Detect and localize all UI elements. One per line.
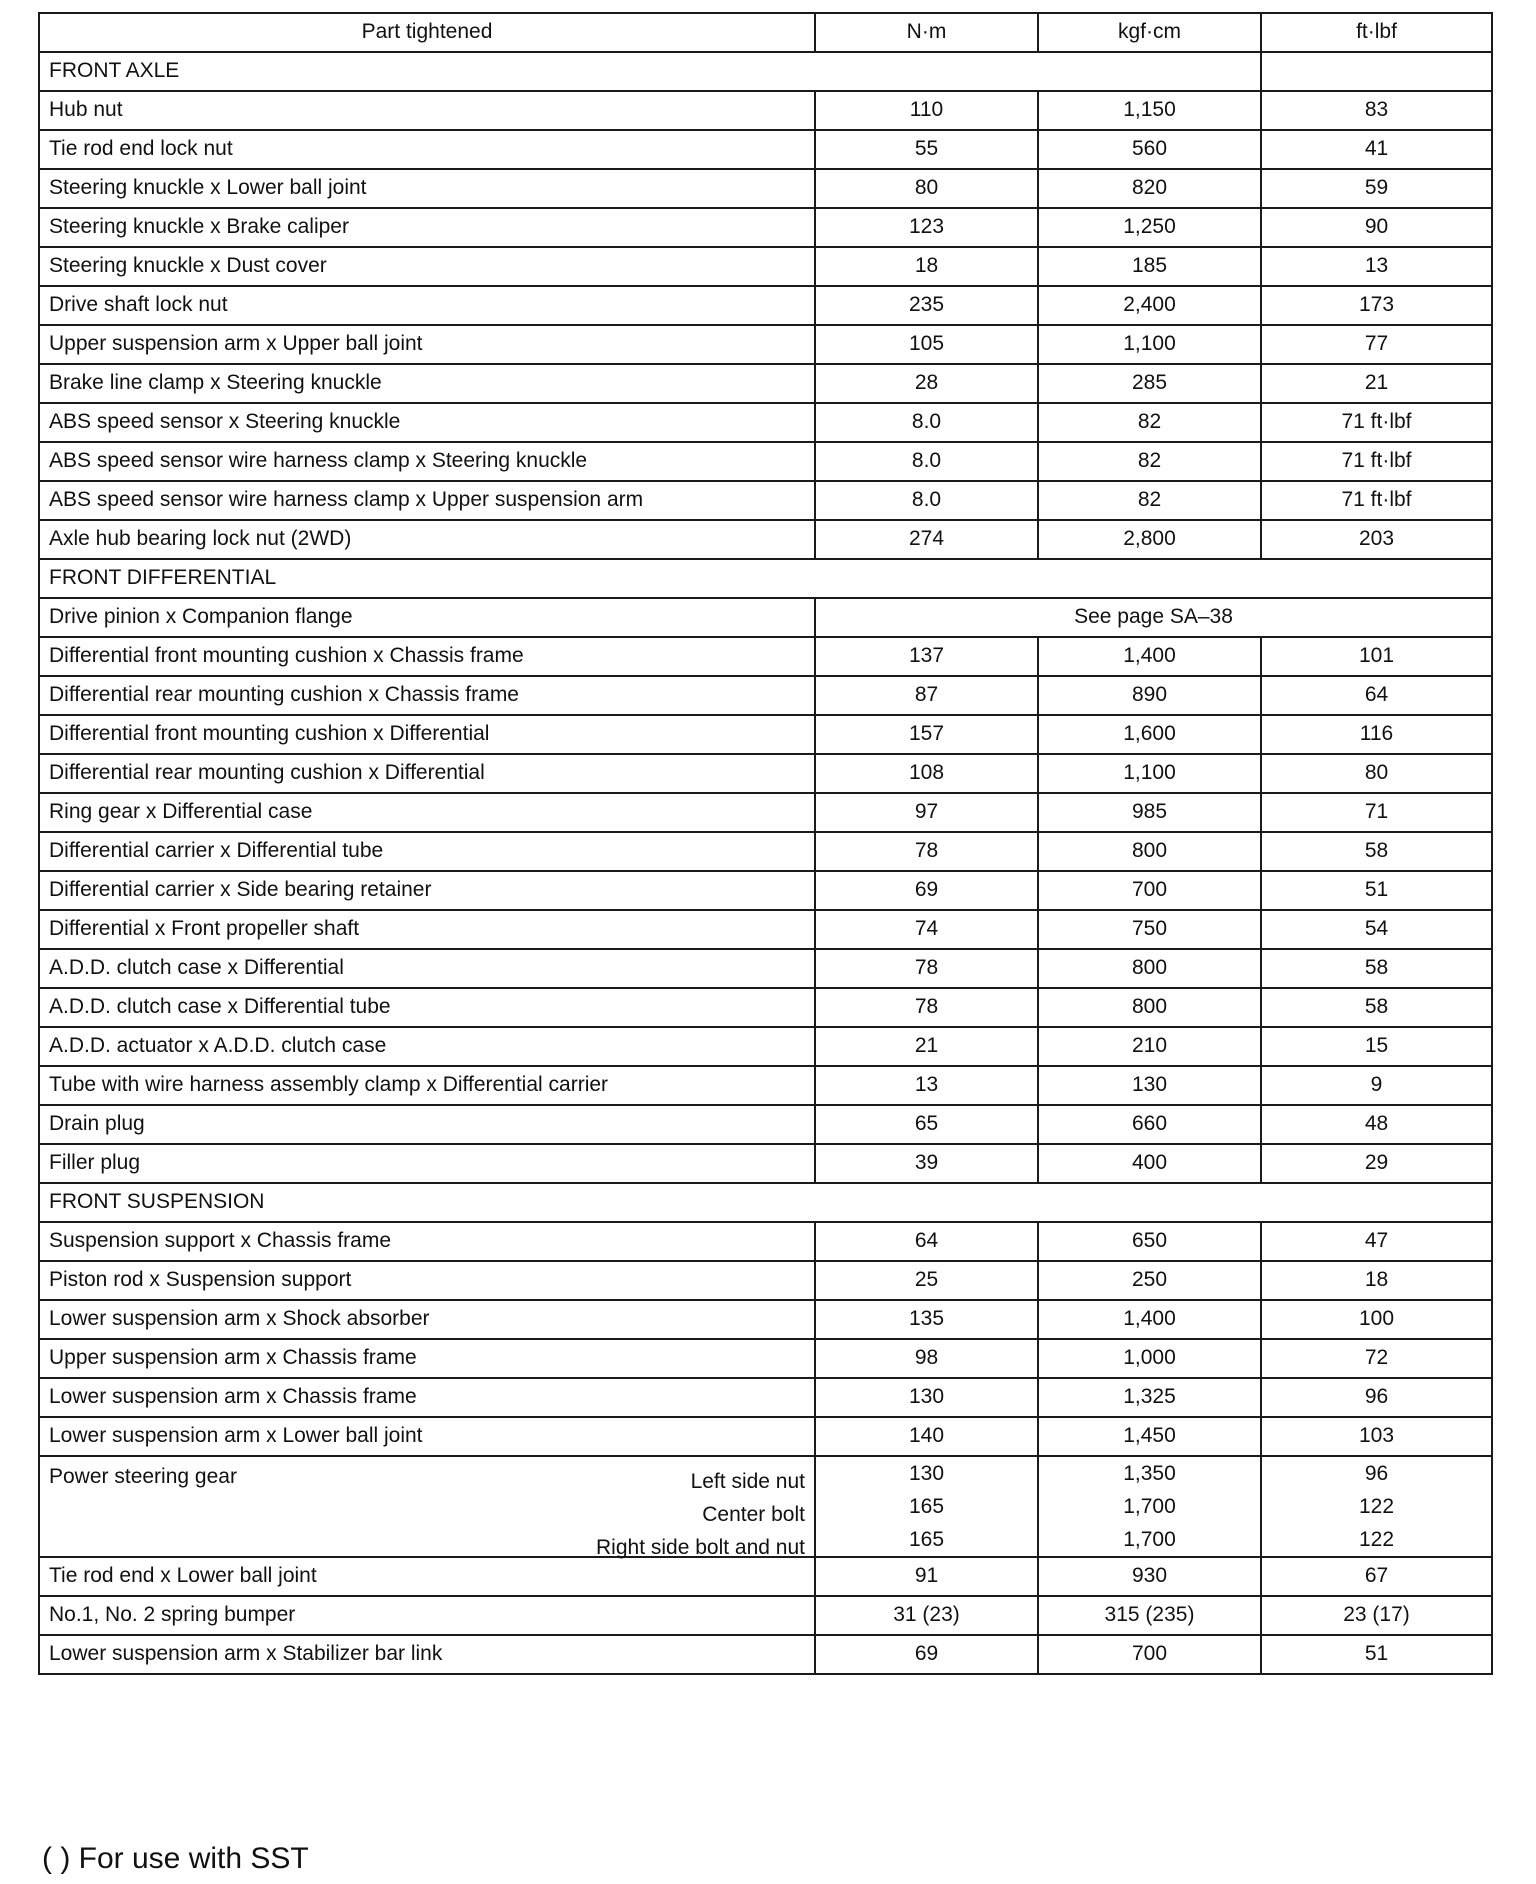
ftlbf-cell: 116 bbox=[1261, 715, 1492, 754]
ftlbf-cell: 83 bbox=[1261, 91, 1492, 130]
kgfcm-value: 1,700 bbox=[1123, 1495, 1176, 1518]
header-row bbox=[39, 13, 1492, 52]
kgfcm-cell: 82 bbox=[1038, 442, 1261, 481]
kgfcm-cell: 800 bbox=[1038, 988, 1261, 1027]
table-row bbox=[39, 208, 1492, 247]
nm-cell: 8.0 bbox=[815, 481, 1038, 520]
nm-cell: 274 bbox=[815, 520, 1038, 559]
nm-value: 165 bbox=[908, 1495, 945, 1518]
table-row bbox=[39, 1300, 1492, 1339]
kgfcm-cell: 1,600 bbox=[1038, 715, 1261, 754]
kgfcm-cell: 890 bbox=[1038, 676, 1261, 715]
part-cell: A.D.D. clutch case x Differential tube bbox=[39, 988, 815, 1027]
nm-cell bbox=[815, 1456, 1038, 1557]
section-row bbox=[39, 559, 1492, 598]
kgfcm-cell: 210 bbox=[1038, 1027, 1261, 1066]
kgfcm-cell: 1,100 bbox=[1038, 754, 1261, 793]
part-cell: Differential rear mounting cushion x Chassis frame bbox=[39, 676, 815, 715]
part-cell: Drive shaft lock nut bbox=[39, 286, 815, 325]
nm-cell: 69 bbox=[815, 871, 1038, 910]
nm-cell: 130 bbox=[815, 1378, 1038, 1417]
nm-value: 130 bbox=[908, 1462, 945, 1485]
part-cell: Differential x Front propeller shaft bbox=[39, 910, 815, 949]
table-row bbox=[39, 364, 1492, 403]
ftlbf-cell: 72 bbox=[1261, 1339, 1492, 1378]
part-cell: Tube with wire harness assembly clamp x Differential carrier bbox=[39, 1066, 815, 1105]
part-cell: Drain plug bbox=[39, 1105, 815, 1144]
part-cell: Brake line clamp x Steering knuckle bbox=[39, 364, 815, 403]
nm-cell: 55 bbox=[815, 130, 1038, 169]
nm-cell: 25 bbox=[815, 1261, 1038, 1300]
kgfcm-cell: 2,400 bbox=[1038, 286, 1261, 325]
table-row bbox=[39, 1222, 1492, 1261]
power-steering-part-cell bbox=[39, 1456, 815, 1557]
section-blank-cell bbox=[1261, 52, 1492, 91]
ftlbf-cell: 47 bbox=[1261, 1222, 1492, 1261]
part-cell: ABS speed sensor wire harness clamp x Upper suspension arm bbox=[39, 481, 815, 520]
header-nm: N·m bbox=[815, 13, 1038, 52]
kgfcm-cell: 185 bbox=[1038, 247, 1261, 286]
kgfcm-cell: 930 bbox=[1038, 1557, 1261, 1596]
ftlbf-cell: 48 bbox=[1261, 1105, 1492, 1144]
kgfcm-cell: 800 bbox=[1038, 832, 1261, 871]
kgfcm-cell: 1,250 bbox=[1038, 208, 1261, 247]
nm-cell: 13 bbox=[815, 1066, 1038, 1105]
table-row bbox=[39, 91, 1492, 130]
ftlbf-cell: 23 (17) bbox=[1261, 1596, 1492, 1635]
sub-label: Center bolt bbox=[702, 1503, 805, 1526]
kgfcm-cell: 1,100 bbox=[1038, 325, 1261, 364]
nm-cell: 39 bbox=[815, 1144, 1038, 1183]
nm-cell: 97 bbox=[815, 793, 1038, 832]
kgfcm-cell: 400 bbox=[1038, 1144, 1261, 1183]
ftlbf-cell: 64 bbox=[1261, 676, 1492, 715]
part-cell: ABS speed sensor wire harness clamp x Steering knuckle bbox=[39, 442, 815, 481]
table-row bbox=[39, 442, 1492, 481]
ftlbf-cell: 80 bbox=[1261, 754, 1492, 793]
ftlbf-cell: 51 bbox=[1261, 871, 1492, 910]
table-row bbox=[39, 1378, 1492, 1417]
kgfcm-cell: 650 bbox=[1038, 1222, 1261, 1261]
table-row bbox=[39, 286, 1492, 325]
ftlbf-cell: 58 bbox=[1261, 988, 1492, 1027]
table-row bbox=[39, 1417, 1492, 1456]
part-cell: Axle hub bearing lock nut (2WD) bbox=[39, 520, 815, 559]
ftlbf-cell: 100 bbox=[1261, 1300, 1492, 1339]
torque-spec-table bbox=[38, 12, 1493, 1675]
nm-cell: 18 bbox=[815, 247, 1038, 286]
power-steering-sub-labels bbox=[596, 1465, 805, 1564]
section-title: FRONT AXLE bbox=[39, 52, 1261, 91]
nm-cell: 91 bbox=[815, 1557, 1038, 1596]
kgfcm-cell: 82 bbox=[1038, 481, 1261, 520]
kgfcm-value: 1,700 bbox=[1123, 1528, 1176, 1551]
ftlbf-cell: 54 bbox=[1261, 910, 1492, 949]
power-steering-name: Power steering gear bbox=[49, 1465, 237, 1488]
ftlbf-cell: 71 bbox=[1261, 793, 1492, 832]
kgfcm-cell: 1,400 bbox=[1038, 637, 1261, 676]
nm-cell: 28 bbox=[815, 364, 1038, 403]
table-row bbox=[39, 988, 1492, 1027]
ftlbf-cell: 71 ft·lbf bbox=[1261, 442, 1492, 481]
kgfcm-cell: 1,450 bbox=[1038, 1417, 1261, 1456]
part-cell: Upper suspension arm x Chassis frame bbox=[39, 1339, 815, 1378]
ftlbf-cell: 58 bbox=[1261, 949, 1492, 988]
nm-cell: 78 bbox=[815, 832, 1038, 871]
table-row bbox=[39, 715, 1492, 754]
table-row bbox=[39, 910, 1492, 949]
part-cell: Drive pinion x Companion flange bbox=[39, 598, 815, 637]
ftlbf-value: 122 bbox=[1358, 1528, 1395, 1551]
table-row bbox=[39, 1261, 1492, 1300]
part-cell: Differential front mounting cushion x Differential bbox=[39, 715, 815, 754]
part-cell: ABS speed sensor x Steering knuckle bbox=[39, 403, 815, 442]
table-row bbox=[39, 481, 1492, 520]
kgfcm-cell: 250 bbox=[1038, 1261, 1261, 1300]
nm-cell: 8.0 bbox=[815, 442, 1038, 481]
nm-cell: 135 bbox=[815, 1300, 1038, 1339]
table-row bbox=[39, 1027, 1492, 1066]
table-row bbox=[39, 754, 1492, 793]
ftlbf-cell: 71 ft·lbf bbox=[1261, 403, 1492, 442]
power-steering-row bbox=[39, 1456, 1492, 1557]
part-cell: Suspension support x Chassis frame bbox=[39, 1222, 815, 1261]
kgfcm-cell: 1,400 bbox=[1038, 1300, 1261, 1339]
kgfcm-cell: 315 (235) bbox=[1038, 1596, 1261, 1635]
table-row bbox=[39, 598, 1492, 637]
see-page-note: See page SA–38 bbox=[815, 598, 1492, 637]
kgfcm-cell: 2,800 bbox=[1038, 520, 1261, 559]
ftlbf-cell: 18 bbox=[1261, 1261, 1492, 1300]
ftlbf-value: 122 bbox=[1358, 1495, 1395, 1518]
nm-cell: 140 bbox=[815, 1417, 1038, 1456]
ftlbf-cell: 51 bbox=[1261, 1635, 1492, 1674]
nm-cell: 98 bbox=[815, 1339, 1038, 1378]
kgfcm-cell: 800 bbox=[1038, 949, 1261, 988]
ftlbf-cell: 203 bbox=[1261, 520, 1492, 559]
part-cell: Steering knuckle x Brake caliper bbox=[39, 208, 815, 247]
kgfcm-cell: 560 bbox=[1038, 130, 1261, 169]
part-cell: Lower suspension arm x Shock absorber bbox=[39, 1300, 815, 1339]
nm-cell: 235 bbox=[815, 286, 1038, 325]
kgfcm-cell bbox=[1038, 1456, 1261, 1557]
ftlbf-value: 96 bbox=[1364, 1462, 1389, 1485]
footnote: ( ) For use with SST bbox=[42, 1842, 309, 1875]
nm-value: 165 bbox=[908, 1528, 945, 1551]
ftlbf-cell: 101 bbox=[1261, 637, 1492, 676]
nm-cell: 74 bbox=[815, 910, 1038, 949]
nm-cell: 108 bbox=[815, 754, 1038, 793]
ftlbf-cell: 173 bbox=[1261, 286, 1492, 325]
header-part: Part tightened bbox=[39, 13, 815, 52]
table-row bbox=[39, 520, 1492, 559]
part-cell: Steering knuckle x Dust cover bbox=[39, 247, 815, 286]
nm-cell: 80 bbox=[815, 169, 1038, 208]
kgfcm-cell: 985 bbox=[1038, 793, 1261, 832]
ftlbf-cell: 71 ft·lbf bbox=[1261, 481, 1492, 520]
section-row bbox=[39, 52, 1492, 91]
ftlbf-cell: 13 bbox=[1261, 247, 1492, 286]
kgfcm-cell: 130 bbox=[1038, 1066, 1261, 1105]
kgfcm-cell: 700 bbox=[1038, 871, 1261, 910]
ftlbf-cell: 96 bbox=[1261, 1378, 1492, 1417]
part-cell: Lower suspension arm x Lower ball joint bbox=[39, 1417, 815, 1456]
part-cell: A.D.D. actuator x A.D.D. clutch case bbox=[39, 1027, 815, 1066]
nm-cell: 78 bbox=[815, 988, 1038, 1027]
ftlbf-cell: 58 bbox=[1261, 832, 1492, 871]
nm-cell: 105 bbox=[815, 325, 1038, 364]
nm-cell: 21 bbox=[815, 1027, 1038, 1066]
table-row bbox=[39, 793, 1492, 832]
part-cell: A.D.D. clutch case x Differential bbox=[39, 949, 815, 988]
table-row bbox=[39, 247, 1492, 286]
ftlbf-cell: 41 bbox=[1261, 130, 1492, 169]
ftlbf-cell: 103 bbox=[1261, 1417, 1492, 1456]
table-row bbox=[39, 676, 1492, 715]
ftlbf-cell: 90 bbox=[1261, 208, 1492, 247]
ftlbf-cell bbox=[1261, 1456, 1492, 1557]
table-row bbox=[39, 1596, 1492, 1635]
ftlbf-cell: 21 bbox=[1261, 364, 1492, 403]
table-row bbox=[39, 949, 1492, 988]
part-cell: Differential rear mounting cushion x Differential bbox=[39, 754, 815, 793]
kgfcm-cell: 660 bbox=[1038, 1105, 1261, 1144]
nm-cell: 64 bbox=[815, 1222, 1038, 1261]
part-cell: Hub nut bbox=[39, 91, 815, 130]
part-cell: Ring gear x Differential case bbox=[39, 793, 815, 832]
header-ftlbf: ft·lbf bbox=[1261, 13, 1492, 52]
table-row bbox=[39, 1105, 1492, 1144]
table-row bbox=[39, 871, 1492, 910]
ftlbf-cell: 15 bbox=[1261, 1027, 1492, 1066]
part-cell: Differential carrier x Side bearing retainer bbox=[39, 871, 815, 910]
part-cell: Tie rod end lock nut bbox=[39, 130, 815, 169]
nm-cell: 78 bbox=[815, 949, 1038, 988]
table-row bbox=[39, 169, 1492, 208]
kgfcm-cell: 820 bbox=[1038, 169, 1261, 208]
table-row bbox=[39, 1066, 1492, 1105]
kgfcm-cell: 1,000 bbox=[1038, 1339, 1261, 1378]
ftlbf-cell: 9 bbox=[1261, 1066, 1492, 1105]
table-row bbox=[39, 832, 1492, 871]
table-row bbox=[39, 1635, 1492, 1674]
kgfcm-cell: 1,150 bbox=[1038, 91, 1261, 130]
nm-cell: 69 bbox=[815, 1635, 1038, 1674]
part-cell: Filler plug bbox=[39, 1144, 815, 1183]
nm-cell: 157 bbox=[815, 715, 1038, 754]
part-cell: Lower suspension arm x Stabilizer bar link bbox=[39, 1635, 815, 1674]
part-cell: Piston rod x Suspension support bbox=[39, 1261, 815, 1300]
kgfcm-cell: 1,325 bbox=[1038, 1378, 1261, 1417]
part-cell: Tie rod end x Lower ball joint bbox=[39, 1557, 815, 1596]
ftlbf-cell: 77 bbox=[1261, 325, 1492, 364]
part-cell: Lower suspension arm x Chassis frame bbox=[39, 1378, 815, 1417]
kgfcm-cell: 750 bbox=[1038, 910, 1261, 949]
table-row bbox=[39, 130, 1492, 169]
kgfcm-value: 1,350 bbox=[1123, 1462, 1176, 1485]
table-row bbox=[39, 1339, 1492, 1378]
table-row bbox=[39, 325, 1492, 364]
ftlbf-cell: 29 bbox=[1261, 1144, 1492, 1183]
kgfcm-cell: 285 bbox=[1038, 364, 1261, 403]
nm-cell: 8.0 bbox=[815, 403, 1038, 442]
section-title: FRONT SUSPENSION bbox=[39, 1183, 1492, 1222]
table-body bbox=[39, 52, 1492, 1674]
table-row bbox=[39, 403, 1492, 442]
nm-cell: 123 bbox=[815, 208, 1038, 247]
nm-cell: 31 (23) bbox=[815, 1596, 1038, 1635]
part-cell: Steering knuckle x Lower ball joint bbox=[39, 169, 815, 208]
header-kgfcm: kgf·cm bbox=[1038, 13, 1261, 52]
nm-cell: 65 bbox=[815, 1105, 1038, 1144]
nm-cell: 87 bbox=[815, 676, 1038, 715]
nm-cell: 110 bbox=[815, 91, 1038, 130]
part-cell: Differential front mounting cushion x Chassis frame bbox=[39, 637, 815, 676]
ftlbf-cell: 59 bbox=[1261, 169, 1492, 208]
sub-label: Right side bolt and nut bbox=[596, 1536, 805, 1559]
kgfcm-cell: 82 bbox=[1038, 403, 1261, 442]
nm-cell: 137 bbox=[815, 637, 1038, 676]
part-cell: Differential carrier x Differential tube bbox=[39, 832, 815, 871]
sub-label: Left side nut bbox=[690, 1470, 805, 1493]
part-cell: No.1, No. 2 spring bumper bbox=[39, 1596, 815, 1635]
table-row bbox=[39, 637, 1492, 676]
section-title: FRONT DIFFERENTIAL bbox=[39, 559, 1492, 598]
table-row bbox=[39, 1144, 1492, 1183]
ftlbf-cell: 67 bbox=[1261, 1557, 1492, 1596]
kgfcm-cell: 700 bbox=[1038, 1635, 1261, 1674]
section-row bbox=[39, 1183, 1492, 1222]
part-cell: Upper suspension arm x Upper ball joint bbox=[39, 325, 815, 364]
